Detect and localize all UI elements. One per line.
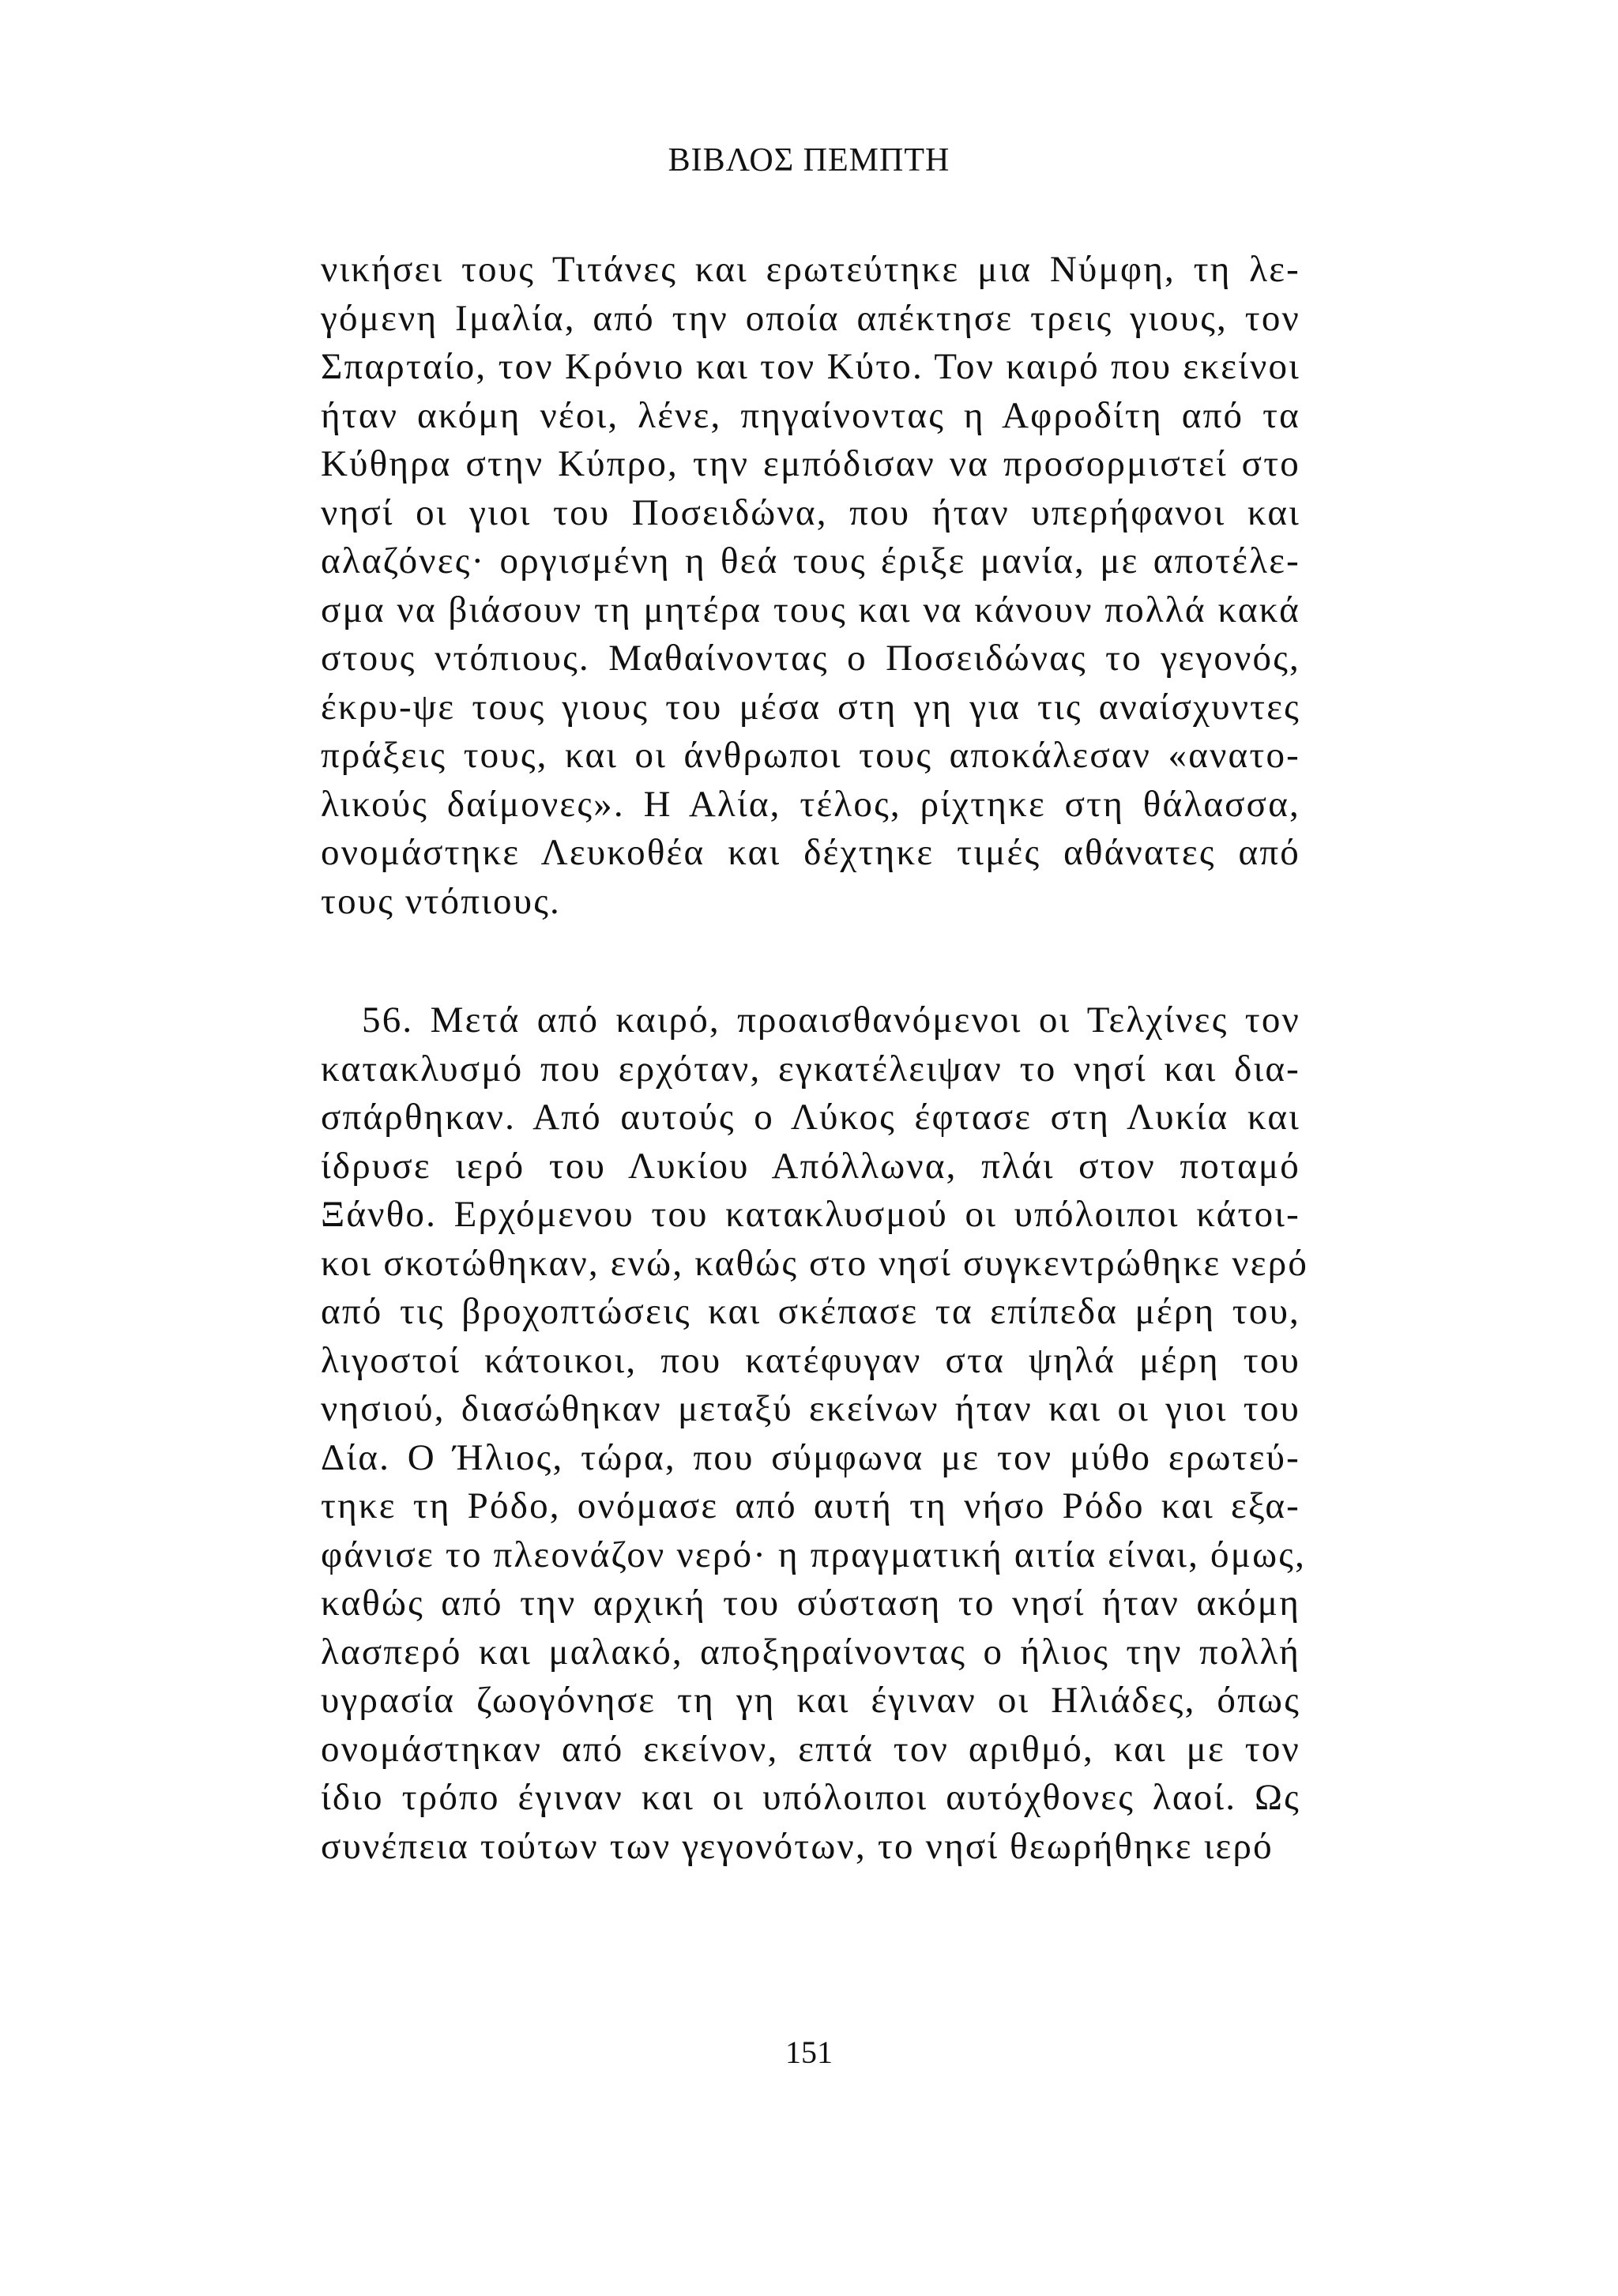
text-line: νησιού, διασώθηκαν μεταξύ εκείνων ήταν και οι γιοι του bbox=[321, 1388, 1300, 1429]
page-number: 151 bbox=[785, 2034, 833, 2070]
text-line: τηκε τη Ρόδο, ονόμασε από αυτή τη νήσο Ρόδο και εξα- bbox=[321, 1485, 1300, 1526]
text-line: έκρυ-ψε τους γιους του μέσα στη γη για τις αναίσχυντες bbox=[321, 686, 1300, 728]
paragraph-1 bbox=[321, 246, 1300, 926]
text-line: νικήσει τους Τιτάνες και ερωτεύτηκε μια Νύμφη, τη λε- bbox=[321, 249, 1300, 290]
text-line: υγρασία ζωογόνησε τη γη και έγιναν οι Ηλιάδες, όπως bbox=[321, 1680, 1300, 1721]
text-line: λιγοστοί κάτοικοι, που κατέφυγαν στα ψηλά μέρη του bbox=[321, 1339, 1300, 1381]
text-line: Κύθηρα στην Κύπρο, την εμπόδισαν να προσορμιστεί στο bbox=[321, 443, 1300, 484]
text-line: ήταν ακόμη νέοι, λένε, πηγαίνοντας η Αφροδίτη από τα bbox=[321, 394, 1300, 436]
text-line: 56. Μετά από καιρό, προαισθανόμενοι οι Τελχίνες τον bbox=[362, 999, 1300, 1041]
text-line: ίδιο τρόπο έγιναν και οι υπόλοιποι αυτόχθονες λαοί. Ως bbox=[321, 1777, 1300, 1818]
text-line: καθώς από την αρχική του σύσταση το νησί ήταν ακόμη bbox=[321, 1583, 1300, 1624]
text-line: ονομάστηκαν από εκείνον, επτά τον αριθμό, και με τον bbox=[321, 1728, 1300, 1770]
text-line: αλαζόνες· οργισμένη η θεά τους έριξε μανία, με αποτέλε- bbox=[321, 540, 1300, 582]
text-line: κοι σκοτώθηκαν, ενώ, καθώς στο νησί συγκεντρώθηκε νερό bbox=[321, 1242, 1309, 1284]
text-line: σπάρθηκαν. Από αυτούς ο Λύκος έφτασε στη Λυκία και bbox=[321, 1097, 1300, 1138]
text-line: Ξάνθο. Ερχόμενου του κατακλυσμού οι υπόλοιποι κάτοι- bbox=[321, 1194, 1300, 1235]
text-line: νησί οι γιοι του Ποσειδώνα, που ήταν υπερήφανοι και bbox=[321, 491, 1300, 533]
text-line: ονομάστηκε Λευκοθέα και δέχτηκε τιμές αθάνατες από bbox=[321, 832, 1300, 873]
text-line: τους ντόπιους. bbox=[321, 880, 561, 922]
text-line: σμα να βιάσουν τη μητέρα τους και να κάνουν πολλά κακά bbox=[321, 589, 1300, 630]
paragraph-2 bbox=[321, 996, 1309, 1871]
text-line: γόμενη Ιμαλία, από την οποία απέκτησε τρεις γιους, τον bbox=[321, 297, 1300, 339]
text-line: λικούς δαίμονες». Η Αλία, τέλος, ρίχτηκε στη θάλασσα, bbox=[321, 783, 1300, 825]
text-line: κατακλυσμό που ερχόταν, εγκατέλειψαν το νησί και δια- bbox=[321, 1048, 1300, 1090]
text-line: από τις βροχοπτώσεις και σκέπασε τα επίπεδα μέρη του, bbox=[321, 1291, 1300, 1332]
text-line: πράξεις τους, και οι άνθρωποι τους αποκάλεσαν «ανατο- bbox=[321, 735, 1300, 776]
text-line: συνέπεια τούτων των γεγονότων, το νησί θεωρήθηκε ιερό bbox=[321, 1825, 1274, 1867]
running-header: ΒΙΒΛΟΣ ΠΕΜΠΤΗ bbox=[668, 142, 950, 179]
text-line: ίδρυσε ιερό του Λυκίου Απόλλωνα, πλάι στον ποταμό bbox=[321, 1145, 1300, 1187]
text-line: Σπαρταίο, τον Κρόνιο και τον Κύτο. Τον καιρό που εκείνοι bbox=[321, 346, 1300, 387]
text-line: στους ντόπιους. Μαθαίνοντας ο Ποσειδώνας το γεγονός, bbox=[321, 638, 1300, 679]
text-line: Δία. Ο Ήλιος, τώρα, που σύμφωνα με τον μύθο ερωτεύ- bbox=[321, 1436, 1300, 1478]
text-line: φάνισε το πλεονάζον νερό· η πραγματική αιτία είναι, όμως, bbox=[321, 1534, 1307, 1575]
text-line: λασπερό και μαλακό, αποξηραίνοντας ο ήλιος την πολλή bbox=[321, 1631, 1300, 1673]
